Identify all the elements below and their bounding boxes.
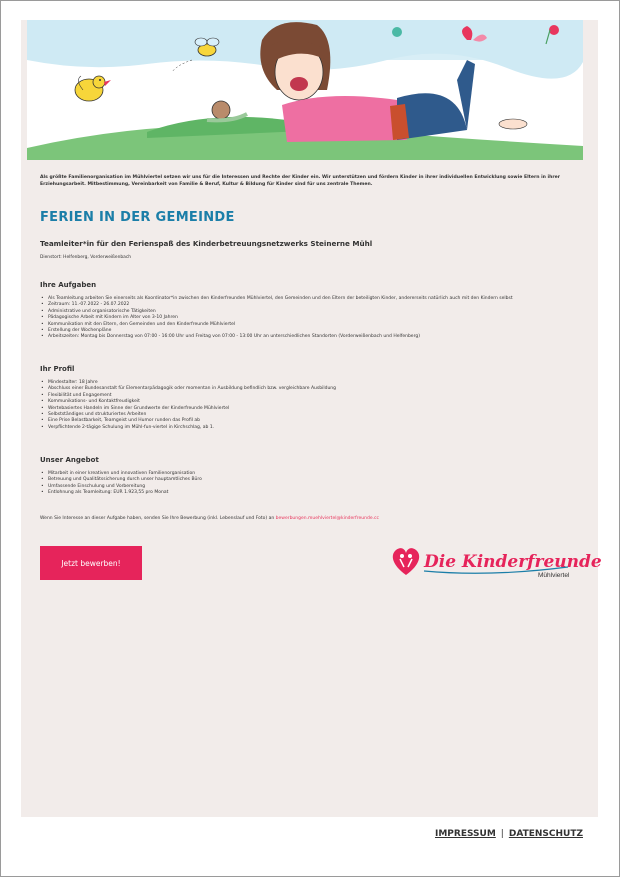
section-angebot-title: Unser Angebot	[40, 456, 99, 464]
contact-text: Wenn Sie Interesse an dieser Aufgabe haben, senden Sie Ihre Bewerbung (inkl. Lebenslauf und Foto) an	[40, 516, 275, 521]
section-aufgaben-title: Ihre Aufgaben	[40, 281, 97, 289]
kinderfreunde-logo[interactable]	[390, 545, 602, 579]
logo-heart-icon	[390, 545, 602, 579]
intro-text: Als größte Familienorganisation im Mühlviertel setzen wir uns für die Interessen und Rechte der Kinder ein. Wir unterstützen und fördern Kinder in ihrer individuellen Entwicklung sowie Eltern in ihrer Erziehungsarbeit. Mitbestimmung, Vereinbarkeit von Familie & Beruf, Kultur & Bildung für Kinder sind für uns zentrale Themen.	[40, 175, 561, 187]
list-item: • Wertebasiertes Handeln im Sinne der Grundwerte der Kinderfreunde Mühlviertel	[48, 406, 578, 412]
list-item: • Kommunikations- und Kontaktfreudigkeit	[48, 399, 578, 405]
list-item: • Erstellung der Wochenpläne	[48, 328, 578, 334]
footer-separator: |	[500, 829, 504, 839]
list-item: • Abschluss einer Bundesanstalt für Elementarpädagogik oder momentan in Ausbildung befindlich bzw. vergleichbare Ausbildung	[48, 386, 578, 392]
list-item: • Als Teamleitung arbeiten Sie einerseits als Koordinator*in zwischen den Kinderfreunden Mühlviertel, den Gemeinden und den Eltern der beteiligten Kinder, andererseits natürlich auch mit den Kindern selbst	[48, 296, 578, 302]
list-item: • Mitarbeit in einer kreativen und innovativen Familienorganisation	[48, 471, 578, 477]
logo-text: Die Kinderfreunde	[424, 552, 602, 572]
list-item: • Zeitraum: 11.-07.2022 - 26.07.2022	[48, 302, 578, 308]
page-title: FERIEN IN DER GEMEINDE	[40, 210, 235, 225]
angebot-list	[40, 471, 578, 497]
job-title: Teamleiter*in für den Ferienspaß des Kinderbetreuungsnetzwerks Steinerne Mühl	[40, 239, 373, 248]
logo-region: Mühlviertel	[538, 572, 570, 579]
impressum-link[interactable]: IMPRESSUM	[434, 829, 496, 839]
footer-links	[435, 829, 583, 839]
list-item: • Administrative und organisatorische Tätigkeiten	[48, 309, 578, 315]
section-profil-title: Ihr Profil	[40, 365, 75, 373]
aufgaben-list	[40, 296, 578, 341]
list-item: • Selbstständiges und strukturiertes Arbeiten	[48, 412, 578, 418]
list-item: • Entlohnung als Teamleitung: EUR 1.923,55 pro Monat	[48, 490, 578, 496]
list-item: • Umfassende Einschulung und Vorbereitung	[48, 484, 578, 490]
list-item: • Flexibilität und Engagement	[48, 393, 578, 399]
contact-email-link[interactable]: bewerbungen.muehlviertel@kinderfreunde.cc	[275, 516, 379, 521]
profil-list	[40, 380, 578, 431]
list-item: • Eine Prise Belastbarkeit, Teamgeist und Humor runden das Profil ab	[48, 418, 578, 424]
datenschutz-link[interactable]: DATENSCHUTZ	[508, 829, 583, 839]
list-item: • Mindestalter: 18 Jahre	[48, 380, 578, 386]
bird-icon	[75, 76, 111, 101]
list-item: • Pädagogische Arbeit mit Kindern im Alter von 3-10 Jahren	[48, 315, 578, 321]
hero-illustration	[27, 20, 583, 160]
dienstort: Dienstort: Helfenberg, Vorderweißenbach	[40, 255, 132, 260]
list-item: • Arbeitszeiten: Montag bis Donnerstag von 07:00 - 16:00 Uhr und Freitag von 07:00 - 13:00 Uhr an unterschiedlichen Standorten (Vorderweißenbach und Helfenberg)	[48, 334, 578, 340]
list-item: • Betreuung und Qualitätssicherung durch unser hauptamtliches Büro	[48, 477, 578, 483]
contact-line	[40, 516, 379, 521]
list-item: • Kommunikation mit den Eltern, den Gemeinden und den Kinderfreunde Mühlviertel	[48, 322, 578, 328]
list-item: • Verpflichtende 2-tägige Schulung im Mühl-fun-viertel in Kirchschlag, ab 1.	[48, 425, 578, 431]
apply-button[interactable]: Jetzt bewerben!	[40, 546, 142, 580]
hero-illustration-graphic	[27, 20, 583, 160]
